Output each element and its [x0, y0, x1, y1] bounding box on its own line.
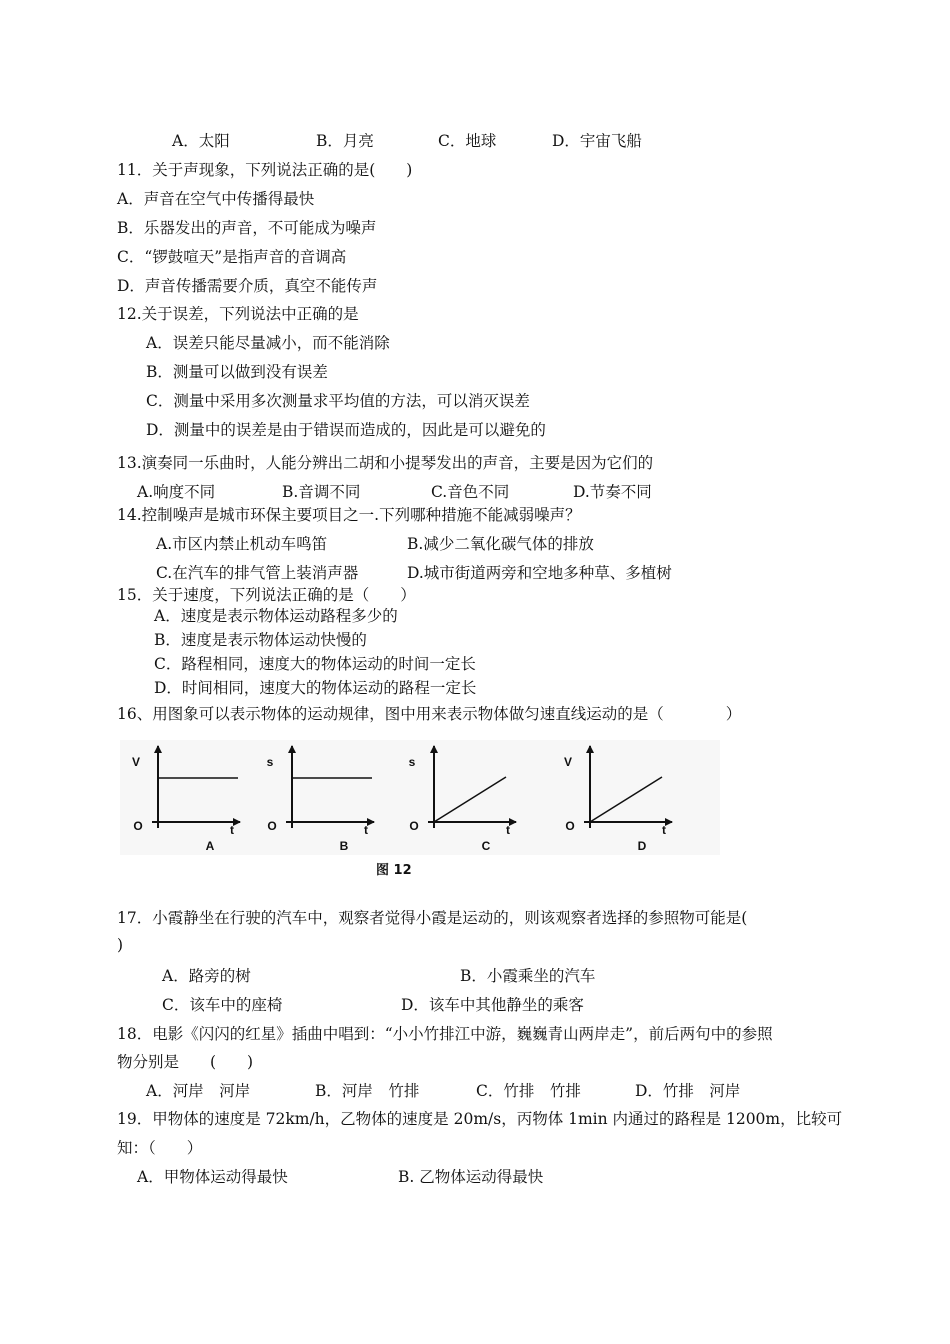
- graph-d-line: [590, 777, 662, 822]
- graph-a-y-label: V: [131, 755, 141, 769]
- q19-option-b: B. 乙物体运动得最快: [398, 1168, 544, 1186]
- graph-c-y-label: s: [408, 755, 416, 769]
- motion-graphs-figure: [120, 740, 720, 855]
- q11-option-a: A．声音在空气中传播得最快: [117, 190, 315, 208]
- graph-c-line: [434, 777, 506, 822]
- q19-option-a: A．甲物体运动得最快: [137, 1168, 288, 1186]
- q15-option-d: D．时间相同，速度大的物体运动的路程一定长: [154, 679, 477, 697]
- q11-option-c: C．“锣鼓喧天”是指声音的音调高: [117, 248, 347, 266]
- q18-option-c: C．竹排 竹排: [476, 1082, 581, 1100]
- graph-d-option-label: D: [637, 839, 647, 853]
- q12-option-b: B．测量可以做到没有误差: [146, 363, 328, 381]
- q10-option-c: C．地球: [438, 132, 497, 150]
- q12-option-c: C．测量中采用多次测量求平均值的方法，可以消灭误差: [146, 392, 530, 410]
- q12-option-a: A．误差只能尽量减小，而不能消除: [146, 334, 390, 352]
- q12-option-d: D．测量中的误差是由于错误而造成的，因此是可以避免的: [146, 421, 546, 439]
- q18-stem-line1: 18．电影《闪闪的红星》插曲中唱到：“小小竹排江中游，巍巍青山两岸走”，前后两句中的参照: [117, 1025, 773, 1043]
- q15-stem: 15．关于速度，下列说法正确的是（ ）: [117, 586, 416, 604]
- graph-a-origin-label: O: [133, 819, 143, 833]
- q13-stem: 13.演奏同一乐曲时，人能分辨出二胡和小提琴发出的声音，主要是因为它们的: [117, 454, 654, 472]
- graph-d-x-label: t: [662, 823, 666, 837]
- graph-a-x-label: t: [230, 823, 234, 837]
- graph-d-origin-label: O: [565, 819, 575, 833]
- q11-option-b: B．乐器发出的声音，不可能成为噪声: [117, 219, 377, 237]
- q16-stem: 16、用图象可以表示物体的运动规律，图中用来表示物体做匀速直线运动的是（ ）: [117, 705, 742, 723]
- q14-option-a: A.市区内禁止机动车鸣笛: [156, 535, 328, 553]
- q14-option-c: C.在汽车的排气管上装消声器: [156, 564, 359, 582]
- q17-option-d: D．该车中其他静坐的乘客: [401, 996, 584, 1014]
- graph-b-y-label: s: [266, 755, 274, 769]
- graph-d-y-label: V: [563, 755, 573, 769]
- graph-c-x-label: t: [506, 823, 510, 837]
- q13-option-a: A.响度不同: [137, 483, 216, 501]
- q19-stem-line1: 19．甲物体的速度是 72km/h，乙物体的速度是 20m/s，丙物体 1min 内通过的路程是 1200m，比较可: [117, 1110, 843, 1128]
- q14-option-d: D.城市街道两旁和空地多种草、多植树: [407, 564, 672, 582]
- q15-option-c: C．路程相同，速度大的物体运动的时间一定长: [154, 655, 476, 673]
- q18-stem-line2: 物分别是 ( ): [117, 1053, 254, 1071]
- q19-stem-line2: 知：（ ）: [117, 1139, 203, 1157]
- q17-stem-line1: 17．小霞静坐在行驶的汽车中，观察者觉得小霞是运动的，则该观察者选择的参照物可能是(: [117, 909, 748, 927]
- q18-option-d: D．竹排 河岸: [635, 1082, 741, 1100]
- q14-option-b: B.减少二氧化碳气体的排放: [407, 535, 594, 553]
- graph-b-x-label: t: [364, 823, 368, 837]
- graph-b-origin-label: O: [267, 819, 277, 833]
- q18-option-b: B．河岸 竹排: [315, 1082, 420, 1100]
- q15-option-b: B．速度是表示物体运动快慢的: [154, 631, 367, 649]
- motion-graphs-svg: [120, 740, 720, 855]
- q11-stem: 11．关于声现象，下列说法正确的是( ): [117, 161, 413, 179]
- q14-stem: 14.控制噪声是城市环保主要项目之一.下列哪种措施不能减弱噪声？: [117, 506, 581, 524]
- q17-stem-line2: ): [117, 936, 124, 954]
- q10-option-a: A．太阳: [172, 132, 230, 150]
- graph-b-option-label: B: [339, 839, 349, 853]
- q15-option-a: A．速度是表示物体运动路程多少的: [154, 607, 398, 625]
- graph-c-origin-label: O: [409, 819, 419, 833]
- q13-option-b: B.音调不同: [282, 483, 361, 501]
- q12-stem: 12.关于误差，下列说法中正确的是: [117, 305, 359, 323]
- q10-option-b: B．月亮: [316, 132, 374, 150]
- q18-option-a: A．河岸 河岸: [146, 1082, 251, 1100]
- q17-option-c: C．该车中的座椅: [162, 996, 283, 1014]
- q10-option-d: D．宇宙飞船: [552, 132, 642, 150]
- q13-option-d: D.节奏不同: [573, 483, 652, 501]
- graph-a-option-label: A: [205, 839, 215, 853]
- q17-option-a: A．路旁的树: [162, 967, 251, 985]
- q13-option-c: C.音色不同: [431, 483, 510, 501]
- q17-option-b: B．小霞乘坐的汽车: [460, 967, 596, 985]
- figure-caption: 图 12: [376, 863, 412, 878]
- q11-option-d: D．声音传播需要介质，真空不能传声: [117, 277, 378, 295]
- graph-c-option-label: C: [481, 839, 491, 853]
